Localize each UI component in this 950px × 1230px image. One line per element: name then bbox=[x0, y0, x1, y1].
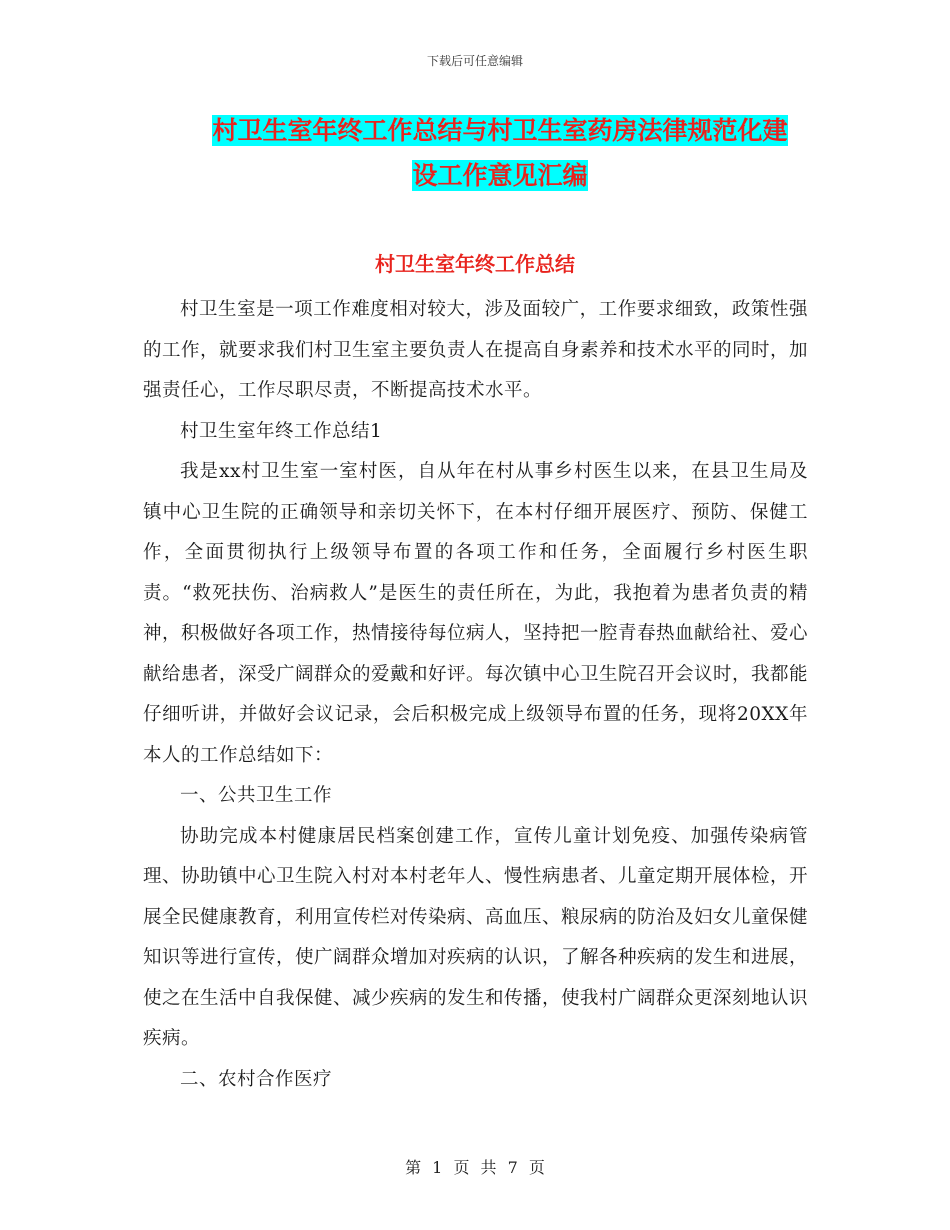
section-title: 村卫生室年终工作总结 bbox=[375, 252, 575, 276]
header-note: 下载后可任意编辑 bbox=[426, 54, 523, 68]
paragraph-public-health: 协助完成本村健康居民档案创建工作，宣传儿童计划免疫、加强传染病管理、协助镇中心卫生院入村对本村老年人、慢性病患者、儿童定期开展体检，开展全民健康教育，利用宣传栏对传染病、高血压、粮尿病的防治及妇女儿童保健知识等进行宣传，使广阔群众增加对疾病的认识，了解各种疾病的发生和进展，使之在生活中自我保健、减少疾病的发生和传播，使我村广阔群众更深刻地认识疾病。 bbox=[143, 825, 809, 1049]
paragraph-intro: 村卫生室是一项工作难度相对较大，涉及面较广，工作要求细致，政策性强的工作，就要求我们村卫生室主要负责人在提高自身素养和技术水平的同时，加强责任心，工作尽职尽责，不断提高技术水平。 bbox=[143, 299, 809, 401]
paragraph-subtitle: 村卫生室年终工作总结1 bbox=[180, 420, 383, 442]
paragraph-heading-public-health: 一、公共卫生工作 bbox=[180, 785, 333, 806]
paragraph-main: 我是xx村卫生室一室村医，自从年在村从事乡村医生以来，在县卫生局及镇中心卫生院的正确领导和亲切关怀下，在本村仔细开展医疗、预防、保健工作，全面贯彻执行上级领导布置的各项工作和任务，全面履行乡村医生职责。“救死扶伤、治病救人”是医生的责任所在，为此，我抱着为患者负责的精神，积极做好各项工作，热情接待每位病人，坚持把一腔青春热血献给社、爱心献给患者，深受广阔群众的爱戴和好评。每次镇中心卫生院召开会议时，我都能仔细听讲，并做好会议记录，会后积极完成上级领导布置的任务，现将20XX年本人的工作总结如下： bbox=[143, 461, 809, 766]
page-footer: 第 1 页 共 7 页 bbox=[405, 1158, 545, 1177]
document-body bbox=[143, 290, 808, 1100]
document-title bbox=[150, 108, 850, 198]
document-title-line-2: 设工作意见汇编 bbox=[412, 161, 588, 190]
document-title-line-1: 村卫生室年终工作总结与村卫生室药房法律规范化建 bbox=[212, 116, 788, 145]
paragraph-heading-rural-cooperative: 二、农村合作医疗 bbox=[180, 1068, 333, 1090]
